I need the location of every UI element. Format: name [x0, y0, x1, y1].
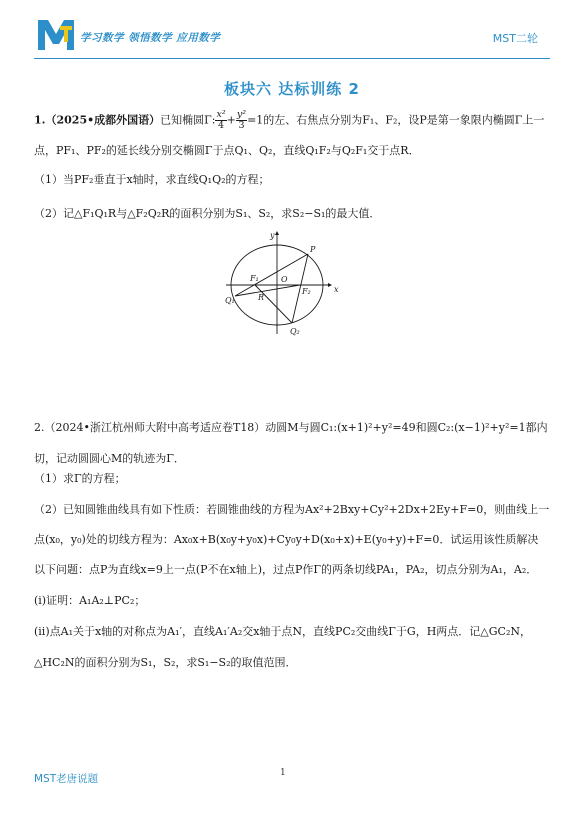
label-y: y	[270, 231, 275, 240]
problem2-line5: 以下问题：点P为直线x=9上一点(P不在x轴上)，过点P作Γ的两条切线PA₁，PA₂，切点分别为A₁，A₂．	[34, 563, 538, 576]
problem2-line1: 2.（2024•浙江杭州师大附中高考适应卷T18）动圆M与圆C₁:(x+1)²+y²=49和圆C₂:(x−1)²+y²=1都内	[34, 421, 548, 434]
problem1-question1: （1）当PF₂垂直于x轴时，求直线Q₁Q₂的方程；	[34, 173, 270, 186]
segment-Q2-F1	[255, 285, 292, 323]
problem2-line2: 切，记动圆圆心M的轨迹为Γ．	[34, 452, 185, 465]
ellipse-figure	[222, 228, 352, 340]
problem2-question1: （1）求Γ的方程；	[34, 472, 126, 485]
page-number: 1	[280, 768, 286, 778]
label-Q1: Q₁	[225, 296, 235, 305]
label-Q2: Q₂	[290, 327, 300, 336]
problem1-line2: 点，PF₁、PF₂的延长线分别交椭圆Γ于点Q₁、Q₂，直线Q₁F₂与Q₂F₁交于点R．	[34, 144, 420, 157]
label-R: R	[258, 293, 265, 302]
label-F2: F₂	[302, 287, 311, 296]
problem2-line3: （2）已知圆锥曲线具有如下性质：若圆锥曲线的方程为Ax²+2Bxy+Cy²+2Dx+2Ey+F=0，则曲线上一	[34, 503, 550, 516]
label-F1: F₁	[250, 274, 259, 283]
fraction-y2-over-3: $\frac{\text{y²}}{3}$	[236, 109, 247, 131]
problem2-line6: (i)证明：A₁A₂⊥PC₂；	[34, 594, 146, 607]
problem1-text-a: 已知椭圆Γ:	[160, 113, 216, 127]
problem1-source: 1.（2025•成都外国语）	[34, 113, 161, 127]
problem2-line7: (ii)点A₁关于x轴的对称点为A₁′，直线A₁′A₂交x轴于点N，直线PC₂交曲线Γ于G，H两点．记△GC₂N，	[34, 625, 531, 638]
label-x: x	[334, 285, 339, 294]
problem1-text-b: =1的左、右焦点分别为F₁、F₂，设P是第一象限内椭圆Γ上一	[247, 113, 545, 127]
fraction-x2-over-4: $\frac{\text{x²}}{4}$	[216, 109, 226, 131]
footer-brand: MST老唐说题	[34, 773, 99, 785]
label-P: P	[310, 245, 316, 254]
header-slogan: 学习数学 领悟数学 应用数学	[80, 32, 221, 44]
mst-logo-icon	[36, 16, 76, 54]
problem2-line8: △HC₂N的面积分别为S₁，S₂，求S₁−S₂的取值范围．	[34, 656, 297, 669]
label-O: O	[281, 275, 288, 284]
problem1-question2: （2）记△F₁Q₁R与△F₂Q₂R的面积分别为S₁、S₂，求S₂−S₁的最大值．	[34, 207, 381, 220]
header-series-label: MST二轮	[492, 32, 538, 45]
header-divider	[34, 58, 550, 59]
problem1-line1: 1.（2025•成都外国语）已知椭圆Γ: $\frac{\text{x²}}{4}$ + $\frac{\text{y²}}{3}$ =1的左、右焦点分别为F₁、F₂，设P是第一象限内椭圆Γ上一	[34, 109, 545, 131]
problem2-line4: 点(x₀，y₀)处的切线方程为：Ax₀x+B(x₀y+y₀x)+Cy₀y+D(x₀+x)+E(y₀+y)+F=0．试运用该性质解决	[34, 533, 539, 546]
page-title: 板块六 达标训练 2	[224, 80, 360, 98]
